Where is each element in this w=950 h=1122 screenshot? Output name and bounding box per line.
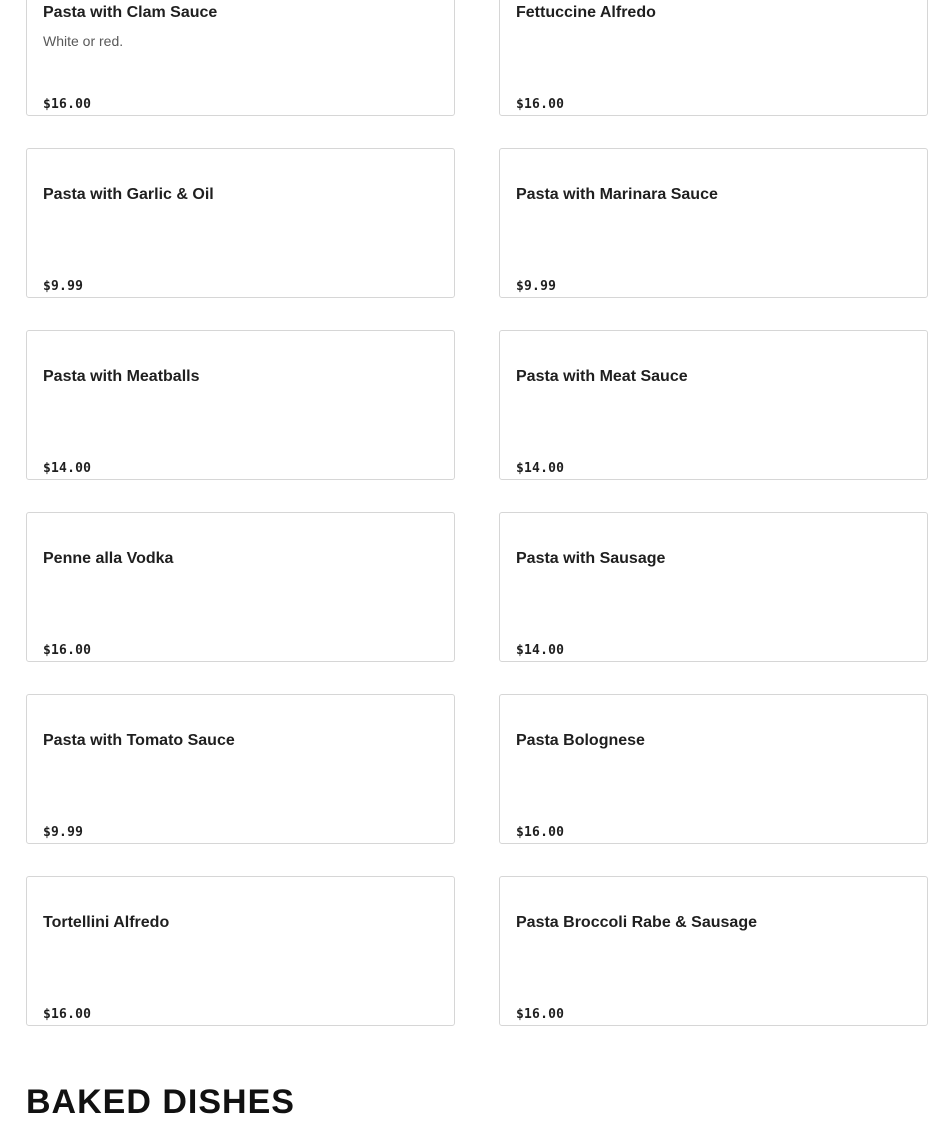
menu-item-description: White or red. — [43, 33, 124, 49]
menu-item-price: $16.00 — [516, 97, 565, 112]
menu-item-name: Pasta with Clam Sauce — [43, 4, 218, 21]
menu-item-card[interactable] — [26, 876, 455, 1026]
menu-item-price: $16.00 — [43, 1007, 92, 1022]
menu-item-card[interactable] — [26, 512, 455, 662]
menu-item-price: $16.00 — [516, 825, 565, 840]
menu-item-card[interactable] — [499, 694, 928, 844]
menu-item-card[interactable] — [499, 330, 928, 480]
menu-item-name: Pasta with Marinara Sauce — [516, 186, 718, 203]
menu-item-name: Fettuccine Alfredo — [516, 4, 656, 21]
menu-item-card[interactable] — [499, 0, 928, 116]
menu-item-card[interactable] — [26, 694, 455, 844]
menu-item-card[interactable] — [499, 512, 928, 662]
menu-item-name: Pasta with Meat Sauce — [516, 368, 688, 385]
menu-item-name: Pasta with Meatballs — [43, 368, 200, 385]
menu-item-name: Pasta with Sausage — [516, 550, 666, 567]
menu-item-price: $16.00 — [43, 643, 92, 658]
menu-item-price: $14.00 — [516, 461, 565, 476]
menu-item-price: $9.99 — [516, 279, 557, 294]
menu-item-name: Penne alla Vodka — [43, 550, 174, 567]
menu-item-card[interactable] — [26, 330, 455, 480]
menu-item-name: Pasta Bolognese — [516, 732, 645, 749]
menu-item-card[interactable] — [26, 0, 455, 116]
menu-item-price: $9.99 — [43, 279, 84, 294]
menu-item-name: Tortellini Alfredo — [43, 914, 170, 931]
menu-item-price: $14.00 — [43, 461, 92, 476]
menu-item-card[interactable] — [499, 876, 928, 1026]
menu-item-name: Pasta with Tomato Sauce — [43, 732, 235, 749]
menu-item-card[interactable] — [499, 148, 928, 298]
menu-item-name: Pasta Broccoli Rabe & Sausage — [516, 914, 757, 931]
menu-item-price: $9.99 — [43, 825, 84, 840]
menu-item-price: $16.00 — [43, 97, 92, 112]
menu-item-name: Pasta with Garlic & Oil — [43, 186, 214, 203]
menu-item-card[interactable] — [26, 148, 455, 298]
menu-item-price: $14.00 — [516, 643, 565, 658]
section-heading-baked-dishes: BAKED DISHES — [26, 1083, 295, 1121]
menu-item-grid — [26, 0, 928, 1026]
menu-item-price: $16.00 — [516, 1007, 565, 1022]
